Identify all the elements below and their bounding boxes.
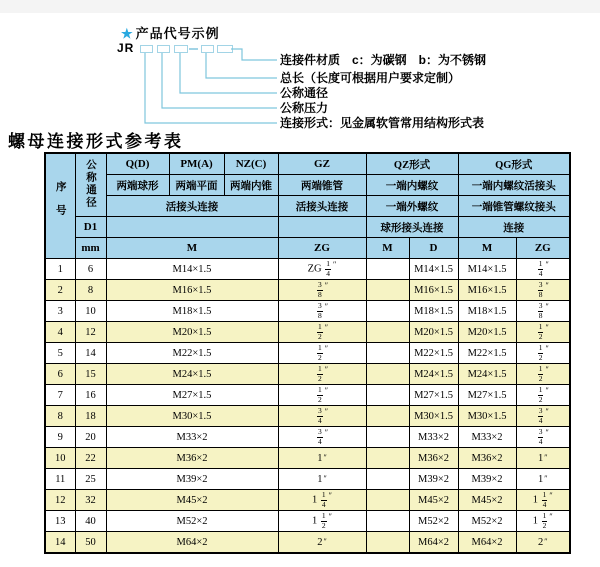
cell-qz_d: M22×1.5 [409,343,458,364]
cell-qg_zg: $\frac{3}{4}$ ″ [516,406,570,427]
nut-connection-table [44,152,571,554]
cell-m: M36×2 [106,448,278,469]
table-row [45,427,570,448]
cell-m: M45×2 [106,490,278,511]
cell-qg_zg: $\frac{1}{2}$ ″ [516,385,570,406]
cell-gz: $\frac{1}{2}$ ″ [278,364,366,385]
cell-qg_zg: 2″ [516,532,570,554]
cell-seq: 1 [45,259,75,280]
cell-qg_zg: $\frac{1}{4}$ ″ [516,259,570,280]
table-row [45,259,570,280]
cell-m: M16×1.5 [106,280,278,301]
table-row [45,406,570,427]
cell-qz_m [366,301,409,322]
cell-qz_d: M39×2 [409,469,458,490]
cell-dn: 20 [75,427,106,448]
cell-dn: 12 [75,322,106,343]
cell-qg_zg: 1 $\frac{1}{2}$ ″ [516,511,570,532]
header-unit: mm [75,238,106,259]
header-blank-1 [106,217,278,238]
cell-gz: 1 $\frac{1}{4}$ ″ [278,490,366,511]
cell-gz: $\frac{3}{8}$ ″ [278,280,366,301]
table-body [45,259,570,554]
cell-seq: 4 [45,322,75,343]
cell-qz_m [366,448,409,469]
cell-dn: 16 [75,385,106,406]
table-row [45,343,570,364]
header-blank-2 [278,217,366,238]
cell-gz: 1 $\frac{1}{2}$ ″ [278,511,366,532]
cell-dn: 14 [75,343,106,364]
cell-qz_m [366,427,409,448]
header-d1: D1 [75,217,106,238]
cell-m: M22×1.5 [106,343,278,364]
cell-m: M14×1.5 [106,259,278,280]
cell-m: M64×2 [106,532,278,554]
cell-dn: 32 [75,490,106,511]
table-row [45,490,570,511]
header-gz-desc: 两端锥管 [278,175,366,196]
cell-dn: 50 [75,532,106,554]
cell-dn: 25 [75,469,106,490]
cell-gz: 2″ [278,532,366,554]
cell-seq: 10 [45,448,75,469]
cell-dn: 6 [75,259,106,280]
cell-qg_m: M14×1.5 [458,259,516,280]
cell-dn: 10 [75,301,106,322]
cell-dn: 22 [75,448,106,469]
header-qz-d: D [409,238,458,259]
cell-qg_zg: $\frac{3}{8}$ ″ [516,280,570,301]
header-dn-label: 公称通径 [85,158,96,209]
cell-qg_zg: $\frac{1}{2}$ ″ [516,322,570,343]
header-nzc: NZ(C) [224,153,278,175]
header-qg: QG形式 [458,153,570,175]
cell-gz: 1″ [278,448,366,469]
label-total-length: 总长（长度可根据用户要求定制） [280,71,461,85]
cell-seq: 11 [45,469,75,490]
cell-gz: 1″ [278,469,366,490]
cell-qz_m [366,469,409,490]
table-title: 螺母连接形式参考表 [8,132,184,152]
label-material: 连接件材质 c：为碳钢 b：为不锈钢 [280,53,487,67]
cell-seq: 7 [45,385,75,406]
cell-gz: $\frac{1}{2}$ ″ [278,322,366,343]
header-qg-zg: ZG [516,238,570,259]
cell-qz_d: M14×1.5 [409,259,458,280]
cell-qz_d: M64×2 [409,532,458,554]
header-nzc-desc: 两端内锥 [224,175,278,196]
cell-dn: 8 [75,280,106,301]
diagram-heading-text: 产品代号示例 [135,26,220,41]
cell-seq: 6 [45,364,75,385]
cell-qz_d: M20×1.5 [409,322,458,343]
header-seq [45,153,75,259]
header-gz: GZ [278,153,366,175]
cell-dn: 40 [75,511,106,532]
label-nominal-diameter: 公称通径 [280,86,329,100]
header-zg1: ZG [278,238,366,259]
header-qz-desc: 一端内螺纹 [366,175,458,196]
cell-gz: $\frac{3}{8}$ ″ [278,301,366,322]
cell-gz: $\frac{1}{2}$ ″ [278,385,366,406]
table-row [45,469,570,490]
header-qg-desc2: 一端锥管螺纹接头 [458,196,570,217]
cell-qg_zg: 1″ [516,469,570,490]
cell-qz_d: M33×2 [409,427,458,448]
cell-qg_m: M16×1.5 [458,280,516,301]
cell-qg_m: M30×1.5 [458,406,516,427]
cell-m: M33×2 [106,427,278,448]
cell-qg_m: M36×2 [458,448,516,469]
cell-qz_m [366,490,409,511]
table-row [45,301,570,322]
cell-qg_m: M33×2 [458,427,516,448]
cell-qg_zg: 1″ [516,448,570,469]
cell-qg_zg: $\frac{3}{8}$ ″ [516,301,570,322]
cell-seq: 5 [45,343,75,364]
header-dn [75,153,106,217]
cell-qg_m: M18×1.5 [458,301,516,322]
header-pma: PM(A) [169,153,224,175]
cell-dn: 18 [75,406,106,427]
cell-seq: 2 [45,280,75,301]
cell-qz_d: M24×1.5 [409,364,458,385]
table-row [45,532,570,554]
cell-qz_m [366,364,409,385]
cell-qg_m: M64×2 [458,532,516,554]
star-icon: ★ [121,26,134,41]
cell-qz_m [366,259,409,280]
cell-qg_m: M39×2 [458,469,516,490]
header-gz-joint: 活接头连接 [278,196,366,217]
header-qg-desc3: 连接 [458,217,570,238]
cell-qg_m: M22×1.5 [458,343,516,364]
cell-qz_d: M27×1.5 [409,385,458,406]
label-connection-form: 连接形式：见金属软管常用结构形式表 [280,116,485,130]
cell-qz_m [366,532,409,554]
cell-qz_m [366,385,409,406]
cell-qz_d: M36×2 [409,448,458,469]
cell-m: M30×1.5 [106,406,278,427]
cell-gz: $\frac{1}{2}$ ″ [278,343,366,364]
cell-qz_d: M30×1.5 [409,406,458,427]
cell-qz_m [366,343,409,364]
cell-m: M18×1.5 [106,301,278,322]
cell-gz: $\frac{3}{4}$ ″ [278,406,366,427]
cell-qz_d: M16×1.5 [409,280,458,301]
header-qd-desc: 两端球形 [106,175,169,196]
table-row [45,280,570,301]
header-qg-desc: 一端内螺纹活接头 [458,175,570,196]
cell-qz_d: M52×2 [409,511,458,532]
cell-qg_zg: $\frac{1}{2}$ ″ [516,364,570,385]
label-nominal-pressure: 公称压力 [280,101,329,115]
cell-seq: 12 [45,490,75,511]
cell-m: M20×1.5 [106,322,278,343]
cell-m: M52×2 [106,511,278,532]
header-union-joint: 活接头连接 [106,196,278,217]
cell-qg_zg: 1 $\frac{1}{4}$ ″ [516,490,570,511]
cell-m: M39×2 [106,469,278,490]
header-m1: M [106,238,278,259]
cell-m: M27×1.5 [106,385,278,406]
header-pma-desc: 两端平面 [169,175,224,196]
cell-qg_zg: $\frac{3}{4}$ ″ [516,427,570,448]
code-prefix: JR [117,41,135,55]
cell-m: M24×1.5 [106,364,278,385]
header-qz: QZ形式 [366,153,458,175]
cell-seq: 13 [45,511,75,532]
header-qg-m: M [458,238,516,259]
cell-qg_m: M52×2 [458,511,516,532]
cell-dn: 15 [75,364,106,385]
table-row [45,322,570,343]
cell-qg_m: M27×1.5 [458,385,516,406]
table-row [45,364,570,385]
cell-qz_d: M45×2 [409,490,458,511]
table-row [45,448,570,469]
header-qz-m: M [366,238,409,259]
header-qz-desc3: 球形接头连接 [366,217,458,238]
cell-qg_m: M20×1.5 [458,322,516,343]
cell-qg_m: M45×2 [458,490,516,511]
header-qz-desc2: 一端外螺纹 [366,196,458,217]
cell-qz_m [366,280,409,301]
cell-seq: 9 [45,427,75,448]
table-row [45,385,570,406]
header-qd: Q(D) [106,153,169,175]
cell-seq: 3 [45,301,75,322]
cell-seq: 14 [45,532,75,554]
cell-gz: $\frac{3}{4}$ ″ [278,427,366,448]
cell-seq: 8 [45,406,75,427]
cell-qz_m [366,406,409,427]
table-row [45,511,570,532]
cell-qz_d: M18×1.5 [409,301,458,322]
cell-qg_zg: $\frac{1}{2}$ ″ [516,343,570,364]
cell-qz_m [366,322,409,343]
cell-gz: ZG $\frac{1}{4}$ ″ [278,259,366,280]
cell-qg_m: M24×1.5 [458,364,516,385]
cell-qz_m [366,511,409,532]
header-seq-label: 序号 [54,181,66,228]
